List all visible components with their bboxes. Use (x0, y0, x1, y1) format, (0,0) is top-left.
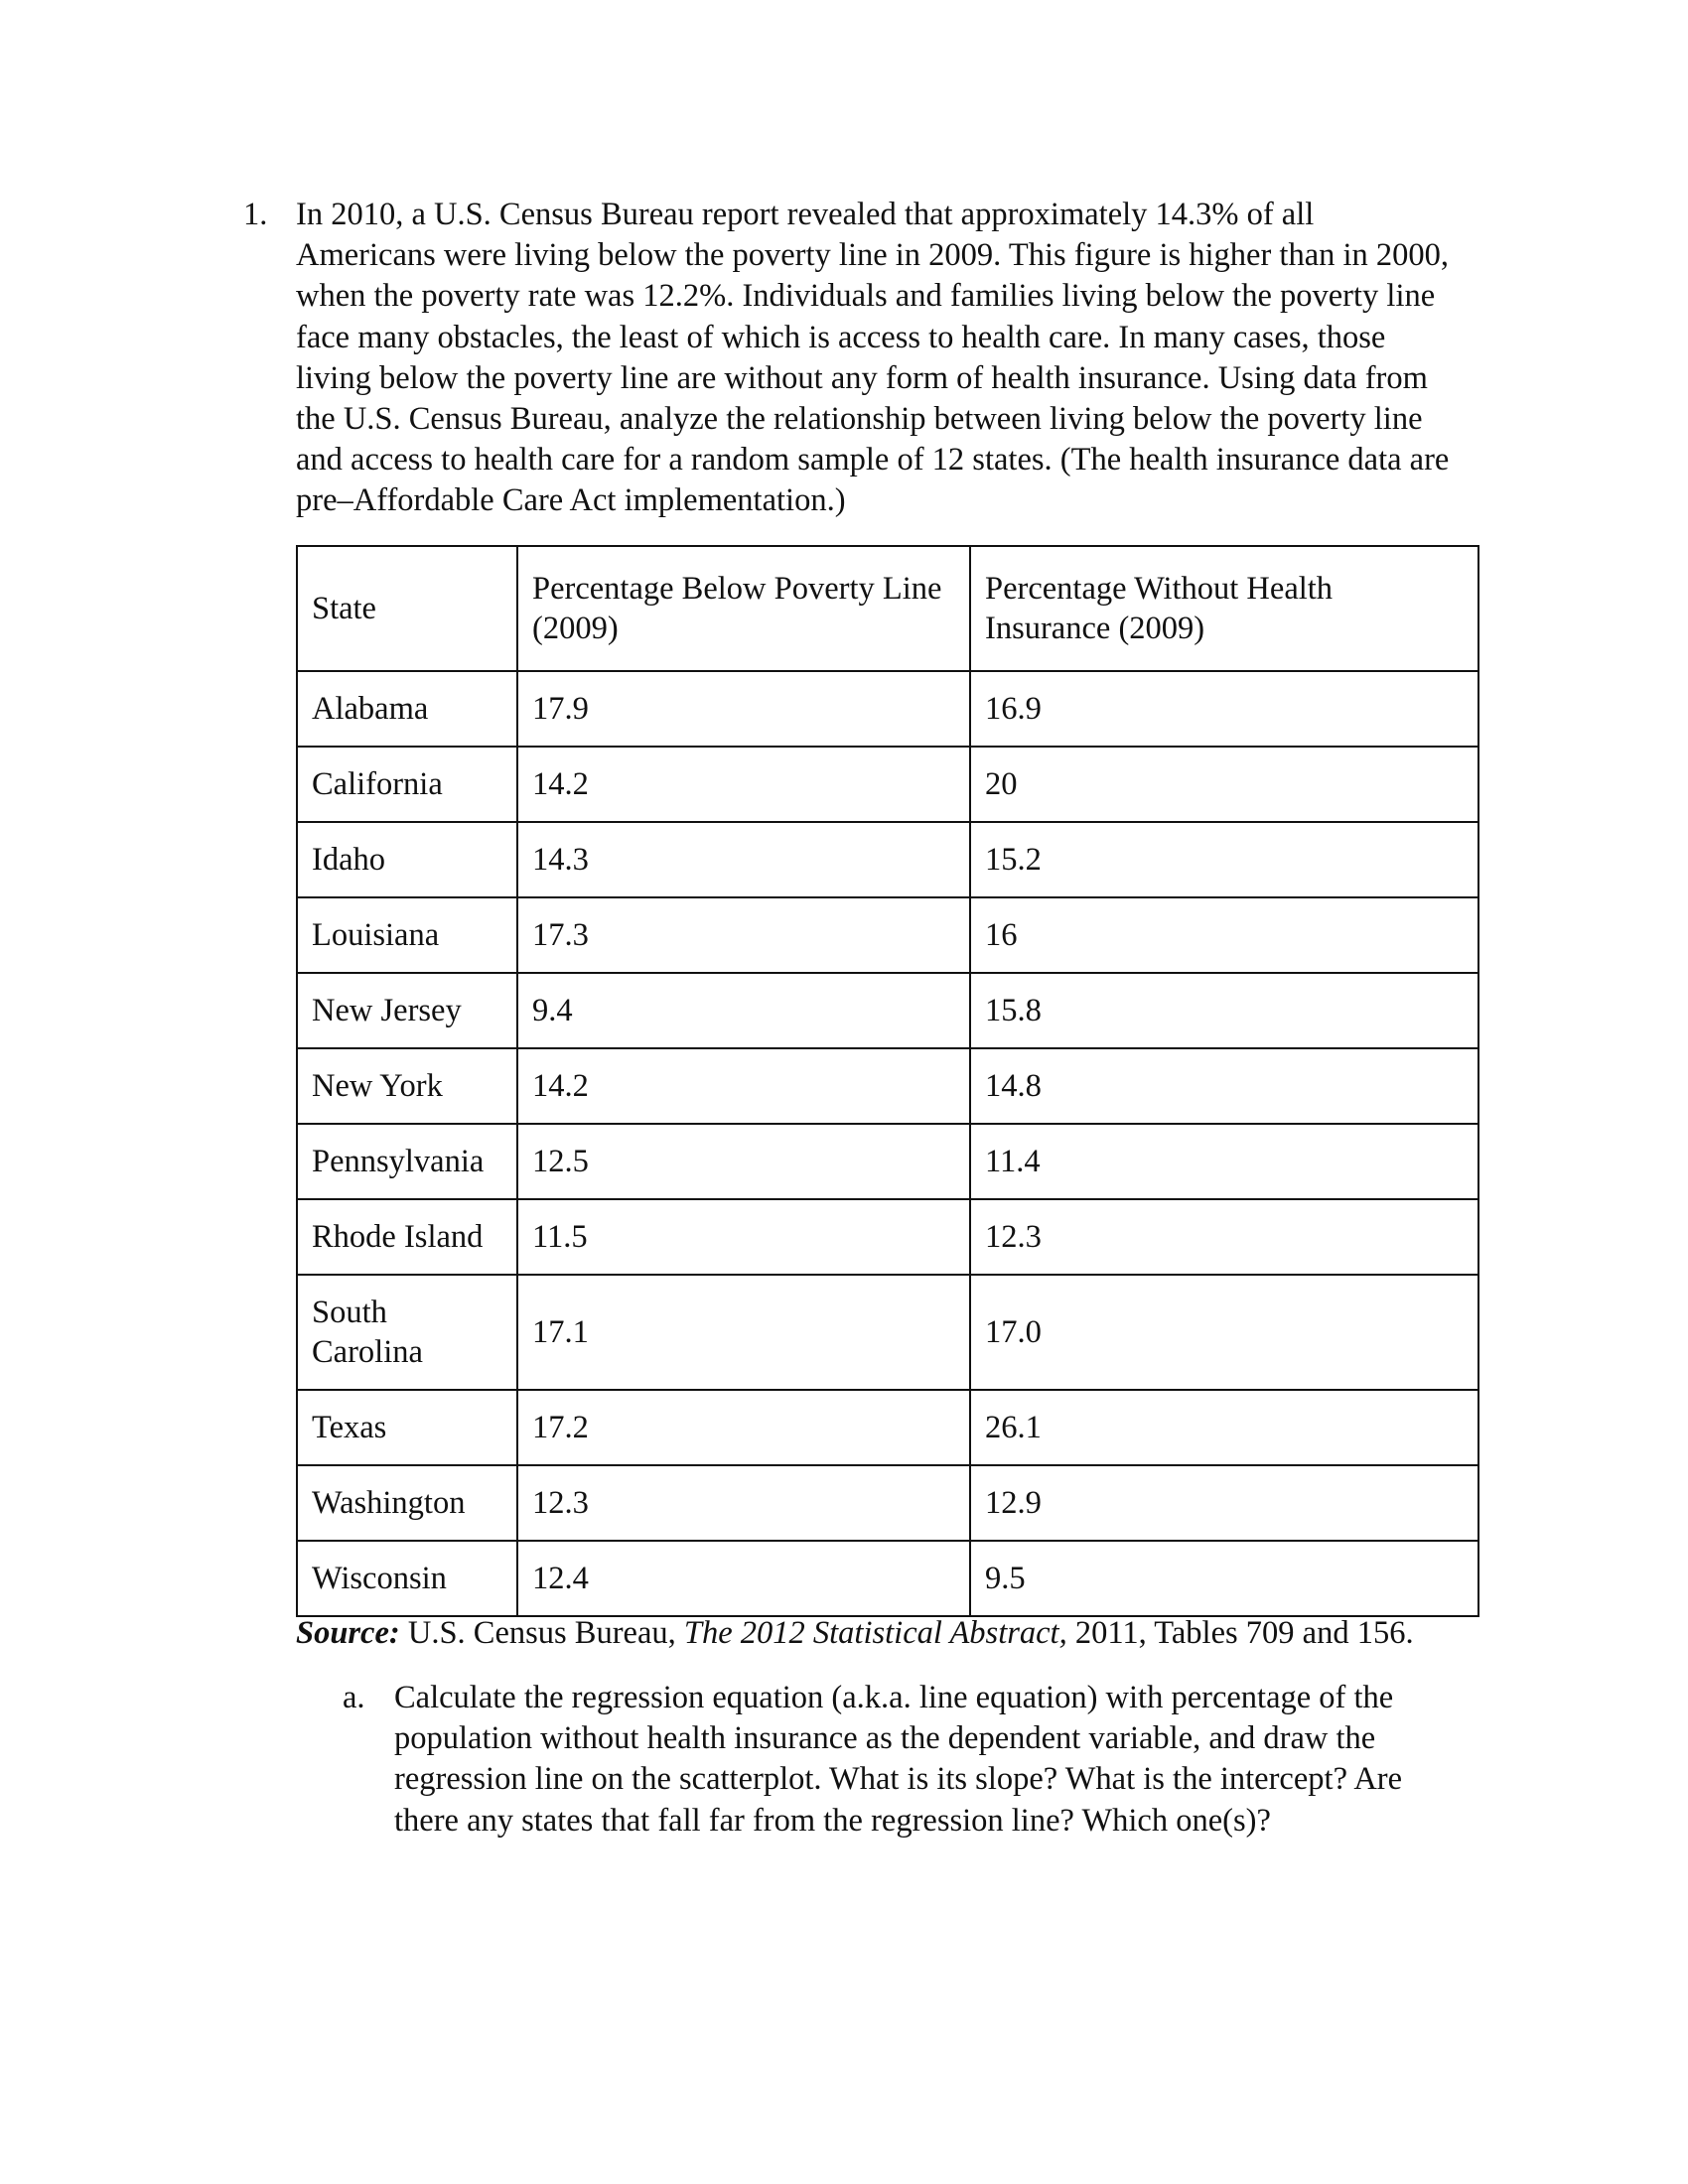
cell-insurance: 26.1 (970, 1390, 1478, 1465)
table-row (297, 973, 1478, 1048)
table-row (297, 1124, 1478, 1199)
cell-state: Alabama (297, 671, 517, 747)
header-state: State (297, 546, 517, 671)
cell-poverty: 14.2 (517, 1048, 970, 1124)
cell-insurance: 9.5 (970, 1541, 1478, 1616)
question-text-line: Americans were living below the poverty line in 2009. This figure is higher than in 2000, (296, 237, 1450, 274)
question-text-line: face many obstacles, the least of which is access to health care. In many cases, those (296, 319, 1386, 355)
cell-insurance: 15.8 (970, 973, 1478, 1048)
cell-poverty: 17.9 (517, 671, 970, 747)
cell-insurance: 16 (970, 897, 1478, 973)
source-text-before: U.S. Census Bureau, (399, 1615, 684, 1651)
cell-insurance: 11.4 (970, 1124, 1478, 1199)
subquestion-label: a. (343, 1680, 365, 1715)
cell-state: Rhode Island (297, 1199, 517, 1275)
source-title: The 2012 Statistical Abstract, (683, 1615, 1067, 1651)
cell-state: South Carolina (297, 1275, 517, 1390)
table-row (297, 1275, 1478, 1390)
table-row (297, 1199, 1478, 1275)
question-text-line: the U.S. Census Bureau, analyze the relationship between living below the poverty line (296, 401, 1423, 438)
subquestion-text-line: regression line on the scatterplot. What is its slope? What is the intercept? Are (394, 1761, 1403, 1798)
table-row (297, 897, 1478, 973)
table-row (297, 822, 1478, 897)
subquestion-text-line: there any states that fall far from the regression line? Which one(s)? (394, 1802, 1271, 1839)
subquestion-text-line: Calculate the regression equation (a.k.a. line equation) with percentage of the (394, 1680, 1394, 1715)
table-row (297, 671, 1478, 747)
cell-state: Washington (297, 1465, 517, 1541)
cell-state: Louisiana (297, 897, 517, 973)
cell-poverty: 12.3 (517, 1465, 970, 1541)
cell-insurance: 15.2 (970, 822, 1478, 897)
table-header-row (297, 546, 1478, 671)
cell-poverty: 14.2 (517, 747, 970, 822)
cell-state: New Jersey (297, 973, 517, 1048)
cell-poverty: 17.3 (517, 897, 970, 973)
header-poverty: Percentage Below Poverty Line (2009) (517, 546, 970, 671)
source-label: Source: (296, 1615, 400, 1651)
cell-poverty: 17.1 (517, 1275, 970, 1390)
cell-state: Idaho (297, 822, 517, 897)
question-text-line: In 2010, a U.S. Census Bureau report revealed that approximately 14.3% of all (296, 197, 1315, 232)
cell-insurance: 20 (970, 747, 1478, 822)
poverty-insurance-table (296, 545, 1479, 1617)
question-text-line: pre–Affordable Care Act implementation.) (296, 482, 846, 519)
cell-poverty: 14.3 (517, 822, 970, 897)
cell-insurance: 17.0 (970, 1275, 1478, 1390)
cell-poverty: 12.5 (517, 1124, 970, 1199)
cell-poverty: 17.2 (517, 1390, 970, 1465)
cell-state: Pennsylvania (297, 1124, 517, 1199)
source-text-after: 2011, Tables 709 and 156. (1066, 1615, 1414, 1651)
question-text-line: living below the poverty line are without any form of health insurance. Using data from (296, 359, 1428, 396)
table-row (297, 1390, 1478, 1465)
question-number: 1. (243, 197, 268, 232)
header-insurance: Percentage Without Health Insurance (2009) (970, 546, 1478, 671)
question-text (296, 195, 1527, 522)
cell-poverty: 12.4 (517, 1541, 970, 1616)
cell-poverty: 11.5 (517, 1199, 970, 1275)
cell-poverty: 9.4 (517, 973, 970, 1048)
question-text-line: when the poverty rate was 12.2%. Individuals and families living below the poverty line (296, 278, 1436, 315)
cell-state: New York (297, 1048, 517, 1124)
cell-insurance: 12.9 (970, 1465, 1478, 1541)
cell-state: Texas (297, 1390, 517, 1465)
cell-insurance: 16.9 (970, 671, 1478, 747)
source-citation (296, 1613, 1414, 1654)
question-text-line: and access to health care for a random sample of 12 states. (The health insurance data are (296, 442, 1450, 478)
cell-state: Wisconsin (297, 1541, 517, 1616)
table-row (297, 1541, 1478, 1616)
table-row (297, 747, 1478, 822)
cell-state: California (297, 747, 517, 822)
cell-insurance: 12.3 (970, 1199, 1478, 1275)
table-row (297, 1048, 1478, 1124)
subquestion-text (394, 1678, 1506, 1842)
subquestion-text-line: population without health insurance as the dependent variable, and draw the (394, 1720, 1376, 1757)
table-row (297, 1465, 1478, 1541)
cell-insurance: 14.8 (970, 1048, 1478, 1124)
